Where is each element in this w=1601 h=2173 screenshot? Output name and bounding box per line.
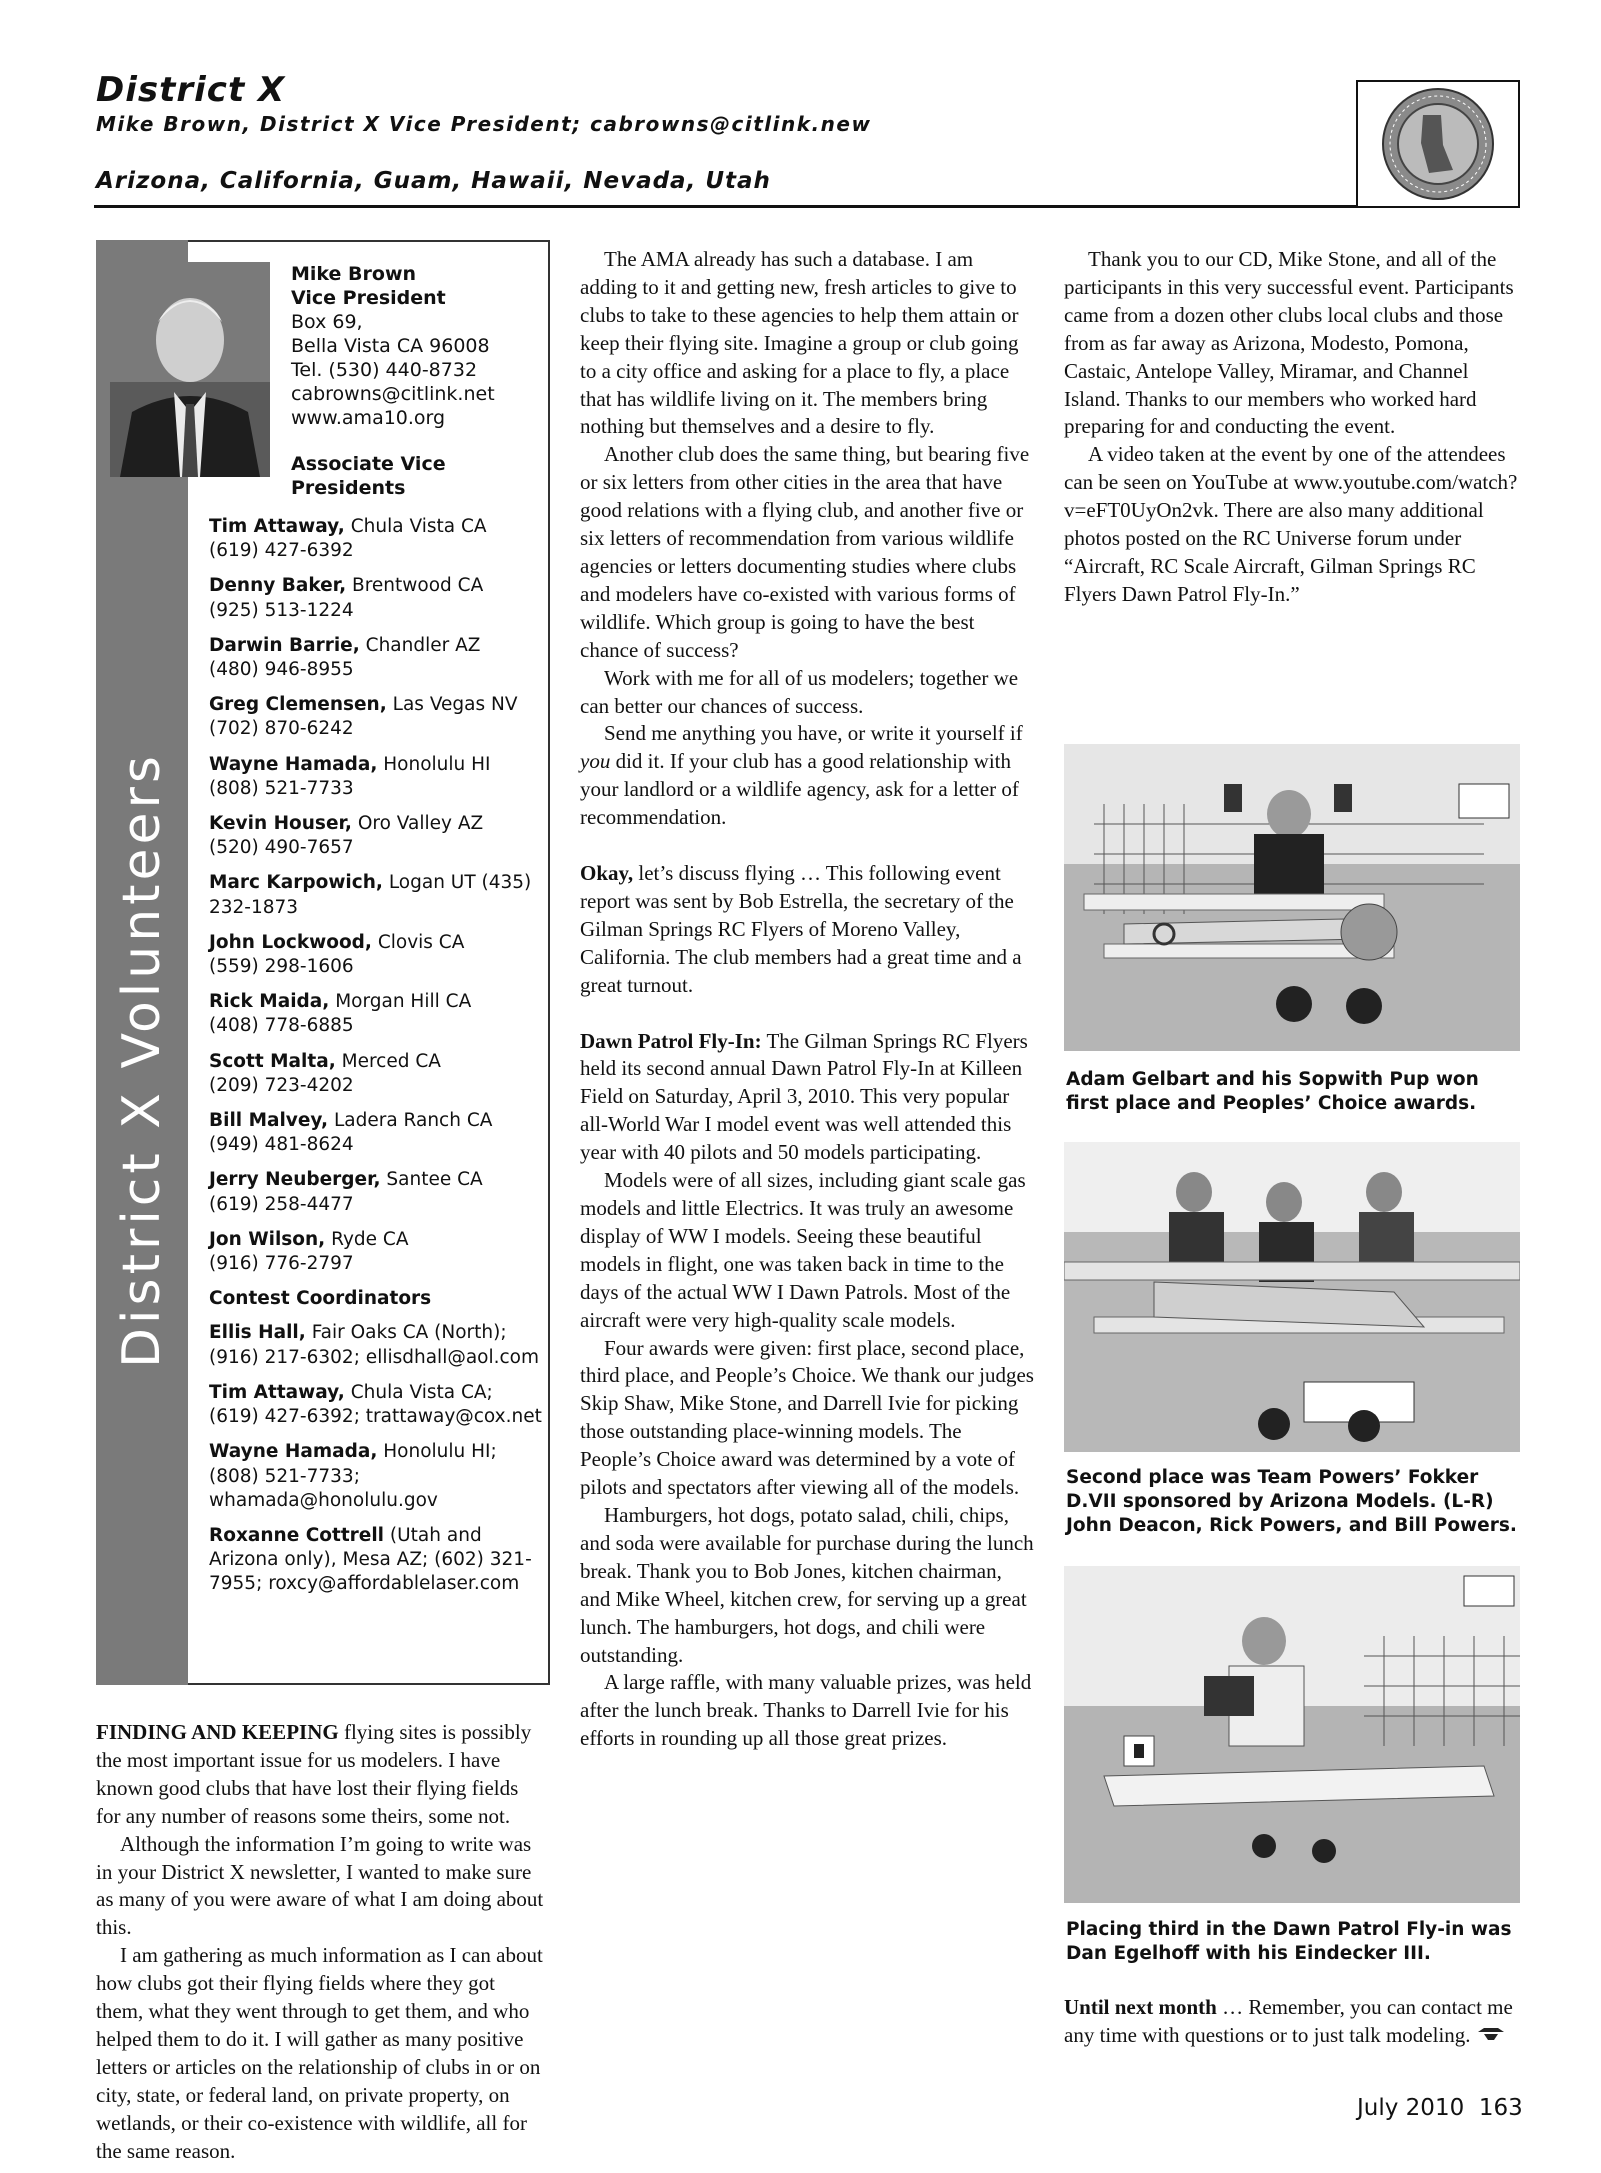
- page-number: 163: [1478, 2095, 1523, 2121]
- volunteer-name: Marc Karpowich,: [209, 872, 383, 894]
- volunteer-location: Santee CA: [386, 1169, 483, 1191]
- coordinator-details: Chula Vista CA; (619) 427-6392; trattaway@cox.net: [209, 1381, 542, 1428]
- volunteer-name: Tim Attaway,: [209, 516, 345, 537]
- volunteer-phone: (209) 723-4202: [209, 1074, 354, 1096]
- paragraph-text: flying sites is possibly the most important issue for us modelers. I have known good clubs that have lost their flying fields for any number of reasons some theirs, some not.: [96, 1720, 532, 1828]
- article-paragraph: [580, 860, 1035, 1000]
- volunteer-location: Logan UT (435): [388, 872, 532, 894]
- volunteer-entry: [209, 1168, 544, 1216]
- volunteer-entry: [209, 931, 544, 979]
- article-column-1: [96, 1719, 546, 2166]
- coordinator-name: Tim Attaway,: [209, 1381, 345, 1403]
- volunteer-name: Darwin Barrie,: [209, 634, 360, 656]
- article-paragraph: Hamburgers, hot dogs, potato salad, chili, chips, and soda were available for purchase during the lunch break. Thank you to Bob Jones, kitchen chairman, and Mike Wheel, kitchen crew, for serving up a great lunch. The hamburgers, hot dogs, and chili were outstanding.: [580, 1502, 1034, 1667]
- volunteer-name: Wayne Hamada,: [209, 753, 378, 775]
- volunteer-location: Oro Valley AZ: [357, 813, 484, 835]
- page-title: District X: [96, 70, 286, 110]
- volunteer-entry: [209, 515, 544, 563]
- article-paragraph: Although the information I’m going to write was in your District X newsletter, I wanted to make sure as many of you were aware of what I am doing about this.: [96, 1831, 544, 1940]
- photo-caption: Second place was Team Powers’ Fokker D.VII sponsored by Arizona Models. (L-R) John Deacon, Rick Powers, and Bill Powers.: [1066, 1467, 1517, 1536]
- vp-address-line: Box 69,: [291, 311, 363, 333]
- volunteer-phone: (949) 481-8624: [209, 1134, 354, 1156]
- paragraph-text: let’s discuss flying … This following event report was sent by Bob Estrella, the secretary of the Gilman Springs RC Flyers of Moreno Valley, California. The club members had a great time and a great turnout.: [580, 861, 1022, 997]
- vp-website[interactable]: www.ama10.org: [291, 407, 446, 429]
- coordinator-name: Ellis Hall,: [209, 1322, 306, 1344]
- volunteer-phone: (925) 513-1224: [209, 599, 354, 621]
- volunteer-location: Ryde CA: [331, 1228, 409, 1250]
- run-in-head: FINDING AND KEEPING: [96, 1720, 339, 1744]
- vp-phone: Tel. (530) 440-8732: [291, 359, 478, 381]
- volunteer-phone: (520) 490-7657: [209, 837, 354, 859]
- volunteer-phone: (619) 258-4477: [209, 1193, 354, 1215]
- photo-caption: Placing third in the Dawn Patrol Fly-in was Dan Egelhoff with his Eindecker III.: [1066, 1919, 1512, 1964]
- ama-end-mark-icon: [1471, 2023, 1506, 2047]
- article-paragraph: Four awards were given: first place, second place, third place, and People’s Choice. We thank our judges Skip Shaw, Mike Stone, and Darrell Ivie for picking those outstanding place-winning models. The People’s Choice award was determined by a vote of pilots and spectators after viewing all of the models.: [580, 1335, 1034, 1500]
- vp-title: Vice President: [291, 287, 446, 309]
- volunteer-entry: [209, 1050, 544, 1098]
- coordinator-entry: [209, 1381, 544, 1429]
- avp-heading-line: Presidents: [291, 477, 406, 499]
- volunteer-location: Honolulu HI: [383, 753, 491, 775]
- article-paragraph: I am gathering as much information as I can about how clubs got their flying fields where they got them, what they went through to get them, and who helped them to do it. I will gather as many positive letters or articles on the relationship of clubs in or on city, state, or federal land, on private property, on wetlands, or their co-existence with wildlife, all for the same reason.: [96, 1943, 543, 2163]
- volunteer-phone: (702) 870-6242: [209, 718, 354, 740]
- run-in-head: Okay,: [580, 861, 634, 886]
- coordinator-entry: [209, 1524, 544, 1597]
- volunteer-location: Chula Vista CA: [350, 516, 487, 537]
- coordinator-details: Honolulu HI; (808) 521-7733; whamada@honolulu.gov: [209, 1441, 497, 1511]
- volunteer-phone: (480) 946-8955: [209, 659, 354, 681]
- article-paragraph: [1064, 1994, 1524, 2050]
- volunteer-entry: [209, 812, 544, 860]
- page-footer: [1357, 2095, 1523, 2121]
- district-states: Arizona, California, Guam, Hawaii, Nevada, Utah: [96, 168, 771, 194]
- article-paragraph: A large raffle, with many valuable prizes, was held after the lunch break. Thanks to Darrell Ivie for his efforts in rounding up all those great prizes.: [580, 1670, 1032, 1751]
- avp-heading: [291, 452, 541, 500]
- vp-address-line: Bella Vista CA 96008: [291, 335, 490, 357]
- volunteer-phone: (408) 778-6885: [209, 1015, 354, 1037]
- page-subtitle: Mike Brown, District X Vice President; cabrowns@citlink.new: [96, 112, 872, 136]
- volunteer-phone: (619) 427-6392: [209, 540, 354, 562]
- vp-contact: [291, 262, 541, 430]
- paragraph-text: Send me anything you have, or write it yourself if: [604, 721, 1023, 746]
- photo-fokker-dvii: [1064, 1142, 1520, 1452]
- article-paragraph: [96, 1719, 546, 1831]
- vp-email[interactable]: cabrowns@citlink.net: [291, 383, 495, 405]
- district-seal-icon: [1363, 85, 1513, 203]
- article-paragraph: [580, 720, 1035, 832]
- contest-coordinators-heading: Contest Coordinators: [209, 1288, 432, 1310]
- volunteer-name: John Lockwood,: [209, 931, 372, 953]
- vp-name: Mike Brown: [291, 263, 417, 285]
- volunteer-location: Morgan Hill CA: [335, 991, 472, 1013]
- coordinator-name: Roxanne Cottrell: [209, 1524, 385, 1546]
- district-logo: [1356, 80, 1520, 208]
- volunteer-name: Scott Malta,: [209, 1050, 336, 1072]
- avp-heading-line: Associate Vice: [291, 453, 446, 475]
- volunteer-entry: [209, 693, 544, 741]
- article-closing: [1064, 1994, 1524, 2050]
- vp-portrait: [110, 262, 270, 477]
- header-rule: [94, 205, 1518, 208]
- issue-date: July 2010: [1357, 2095, 1465, 2121]
- volunteer-phone: (559) 298-1606: [209, 956, 354, 978]
- volunteer-entry: [209, 574, 544, 622]
- emphasis: you: [580, 749, 611, 774]
- coordinator-entry: [209, 1440, 544, 1513]
- volunteer-location: Chandler AZ: [365, 634, 481, 656]
- paragraph-text: … Remember, you can contact me any time with questions or to just talk modeling.: [1064, 1995, 1513, 2047]
- photo-eindecker-iii: [1064, 1566, 1520, 1903]
- volunteer-name: Denny Baker,: [209, 575, 347, 597]
- volunteer-entry: [209, 871, 544, 919]
- coordinator-details: (Utah and Arizona only), Mesa AZ; (602) 321-7955; roxcy@affordablelaser.com: [209, 1524, 532, 1595]
- volunteer-phone: 232-1873: [209, 896, 299, 918]
- volunteer-name: Bill Malvey,: [209, 1110, 329, 1132]
- article-paragraph: Work with me for all of us modelers; together we can better our chances of success.: [580, 665, 1019, 718]
- volunteer-entry: [209, 990, 544, 1038]
- volunteer-location: Las Vegas NV: [392, 694, 518, 716]
- article-paragraph: [580, 1028, 1035, 1168]
- article-column-2: [580, 246, 1035, 1753]
- volunteer-location: Ladera Ranch CA: [333, 1110, 493, 1132]
- coordinator-details: Fair Oaks CA (North); (916) 217-6302; ellisdhall@aol.com: [209, 1322, 540, 1368]
- volunteer-phone: (916) 776-2797: [209, 1253, 354, 1275]
- paragraph-text: The Gilman Springs RC Flyers held its second annual Dawn Patrol Fly-In at Killeen Field on Saturday, April 3, 2010. This very popular all-World War I model event was well attended this year with 40 pilots and 50 models participating.: [580, 1028, 1028, 1165]
- article-paragraph: Models were of all sizes, including giant scale gas models and little Electrics. It was truly an awesome display of WW I models. Seeing these beautiful models in flight, one was taken back in time to the days of the actual WW I Dawn Patrols. Most of the aircraft were very high-quality scale models.: [580, 1168, 1026, 1332]
- volunteer-location: Merced CA: [341, 1050, 441, 1072]
- run-in-head: Dawn Patrol Fly-In:: [580, 1028, 762, 1053]
- volunteer-entry: [209, 634, 544, 682]
- run-in-head: Until next month: [1064, 1995, 1217, 2019]
- volunteer-name: Greg Clemensen,: [209, 694, 387, 716]
- article-paragraph: A video taken at the event by one of the attendees can be seen on YouTube at www.youtube.com/watch?v=eFT0UyOn2vk. There are also many additional photos posted on the RC Universe forum under “Aircraft, RC Scale Aircraft, Gilman Springs RC Flyers Dawn Patrol Fly-In.”: [1064, 442, 1518, 606]
- paragraph-text: did it. If your club has a good relationship with your landlord or a wildlife agency, ask for a letter of recommendation.: [580, 749, 1019, 830]
- volunteer-entry: [209, 1109, 544, 1157]
- sidebar-band-label: District X Volunteers: [112, 751, 172, 1369]
- photo-caption: Adam Gelbart and his Sopwith Pup won first place and Peoples’ Choice awards.: [1066, 1069, 1479, 1114]
- article-column-3: [1064, 246, 1524, 609]
- volunteer-name: Kevin Houser,: [209, 813, 352, 835]
- coordinator-name: Wayne Hamada,: [209, 1441, 378, 1463]
- article-paragraph: Another club does the same thing, but bearing five or six letters from other cities in the area that have good relations with a flying club, and another five or six letters of recommendation from various wildlife agencies or letters documenting studies where clubs and modelers have co-existed with various forms of wildlife. Which group is going to have the best chance of success?: [580, 442, 1030, 662]
- coordinator-entry: [209, 1321, 544, 1369]
- volunteer-location: Brentwood CA: [352, 575, 484, 597]
- volunteer-phone: (808) 521-7733: [209, 777, 354, 799]
- photo-sopwith-pup: [1064, 744, 1520, 1051]
- volunteer-entry: [209, 1228, 544, 1276]
- article-paragraph: The AMA already has such a database. I am adding to it and getting new, fresh articles to give to clubs to take to these agencies to help them attain or keep their flying site. Imagine a group or club going to a city office and asking for a place to fly, a place that has wildlife living on it. The members bring nothing but themselves and a desire to fly.: [580, 247, 1019, 439]
- volunteer-location: Clovis CA: [377, 931, 465, 953]
- volunteer-name: Jerry Neuberger,: [209, 1169, 381, 1191]
- volunteer-name: Rick Maida,: [209, 991, 330, 1013]
- volunteer-list: [209, 515, 544, 1608]
- volunteer-name: Jon Wilson,: [209, 1228, 326, 1250]
- article-paragraph: Thank you to our CD, Mike Stone, and all of the participants in this very successful event. Participants came from a dozen other clubs local clubs and those from as far away as Arizona, Modesto, Pomona, Castaic, Antelope Valley, Miramar, and Channel Island. Thanks to our members who worked hard preparing for and conducting the event.: [1064, 247, 1514, 439]
- volunteer-entry: [209, 753, 544, 801]
